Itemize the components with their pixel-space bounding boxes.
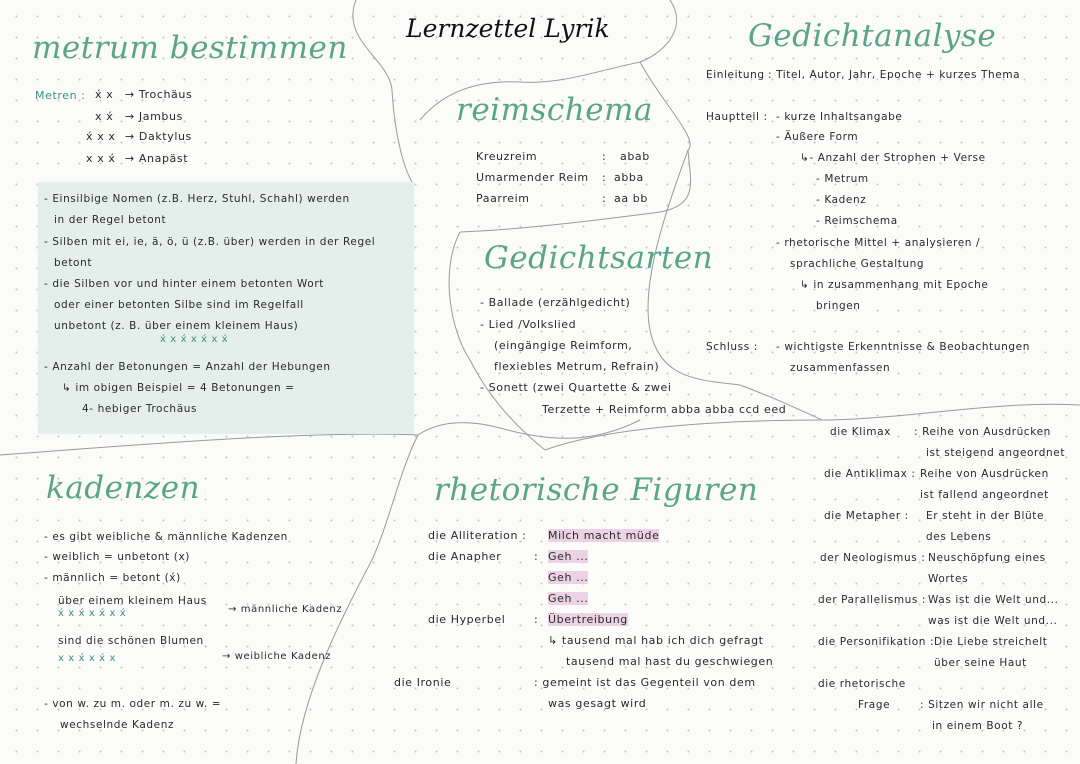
reim-sep-3: :: [602, 192, 607, 205]
rhetorische-frage-term-1: die rhetorische: [818, 678, 906, 690]
rule3-line-c: unbetont (z. B. über einem kleinem Haus): [54, 320, 299, 332]
meter-name-1: → Trochäus: [125, 88, 193, 101]
anapher-term: die Anapher: [428, 550, 502, 563]
reim-pattern-2: abba: [614, 171, 644, 184]
hyperbel-example-2: ↳ tausend mal hab ich dich gefragt: [548, 634, 764, 647]
schluss-label: Schluss :: [706, 341, 758, 353]
arten-line-4: flexiebles Metrum, Refrain): [494, 360, 660, 373]
gedichtanalyse-title: Gedichtanalyse: [748, 18, 997, 54]
personifikation-def-1: Die Liebe streichelt: [934, 636, 1048, 648]
rule4-line-c: 4- hebiger Trochäus: [82, 403, 198, 415]
gedichtsarten-title: Gedichtsarten: [484, 240, 714, 276]
anapher-example-1: Geh ...: [548, 550, 589, 563]
divider-metrum-right: [353, 0, 412, 182]
klimax-def-2: ist steigend angeordnet: [926, 447, 1066, 459]
hauptteil-line-3: ↳- Anzahl der Strophen + Verse: [800, 152, 986, 164]
divider-kadenz-right: [296, 435, 418, 764]
klimax-def-1: : Reihe von Ausdrücken: [914, 426, 1051, 438]
arten-line-3: (eingängige Reimform,: [494, 339, 633, 352]
meter-name-3: → Daktylus: [125, 130, 192, 143]
rhetorische-frage-def-2: in einem Boot ?: [932, 720, 1024, 732]
arten-line-5: - Sonett (zwei Quartette & zwei: [480, 381, 672, 394]
ironie-term: die Ironie: [394, 676, 452, 689]
hauptteil-label: Hauptteil :: [706, 111, 768, 123]
rhetorische-frage-def-1: : Sitzen wir nicht alle: [920, 699, 1044, 711]
metapher-def-2: des Lebens: [926, 531, 992, 543]
rule2-line-a: - Silben mit ei, ie, ä, ö, ü (z.B. über) werden in der Regel: [44, 236, 376, 248]
kadenz-example-1-result: → männliche Kadenz: [228, 604, 343, 615]
meter-pattern-1: x́ x: [95, 88, 114, 101]
antiklimax-def-1: Reihe von Ausdrücken: [920, 468, 1049, 480]
kadenz-example-2: sind die schönen Blumen: [58, 635, 204, 647]
hauptteil-line-2: - Äußere Form: [776, 131, 859, 143]
kadenz-example-2-marks: x x x́ x x́ x: [58, 653, 117, 664]
neologismus-def-2: Wortes: [928, 573, 969, 585]
hyperbel-example: Übertreibung: [548, 613, 628, 626]
rule4-line-a: - Anzahl der Betonungen = Anzahl der Hebungen: [44, 361, 331, 373]
kadenzen-title: kadenzen: [46, 470, 201, 506]
parallelismus-def-1: Was ist die Welt und...: [928, 594, 1059, 606]
hauptteil-line-8: sprachliche Gestaltung: [790, 258, 925, 270]
meter-pattern-2: x x́: [95, 110, 114, 123]
neologismus-def-1: Neuschöpfung eines: [928, 552, 1046, 564]
ironie-line-a: : gemeint ist das Gegenteil von dem: [534, 676, 756, 689]
kadenz-example-1: über einem kleinem Haus: [58, 595, 207, 607]
wechsel-line-b: wechselnde Kadenz: [60, 719, 175, 731]
meter-name-4: → Anapäst: [125, 152, 189, 165]
divider-center-mid: [545, 420, 822, 450]
hauptteil-line-9: ↳ in zusammenhang mit Epoche: [800, 279, 989, 291]
reimschema-title: reimschema: [456, 92, 653, 128]
hauptteil-line-7: - rhetorische Mittel + analysieren /: [776, 237, 981, 249]
parallelismus-term: der Parallelismus :: [818, 594, 927, 606]
arten-line-2: - Lied /Volkslied: [480, 318, 577, 331]
antiklimax-term: die Antiklimax :: [824, 468, 916, 480]
rule3-line-a: - die Silben vor und hinter einem betonten Wort: [44, 278, 324, 290]
antiklimax-def-2: ist fallend angeordnet: [920, 489, 1049, 501]
rule1-line-b: in der Regel betont: [54, 214, 167, 226]
reim-name-1: Kreuzreim: [476, 150, 538, 163]
rhetorik-title: rhetorische Figuren: [434, 472, 759, 508]
reim-pattern-1: abab: [620, 150, 650, 163]
rule3-marks: x́ x x́ x x́ x x́: [160, 334, 229, 345]
hauptteil-line-10: bringen: [816, 300, 861, 312]
schluss-line-b: zusammenfassen: [790, 362, 891, 374]
rule1-line-a: - Einsilbige Nomen (z.B. Herz, Stuhl, Schahl) werden: [44, 193, 350, 205]
metapher-def-1: Er steht in der Blüte: [926, 510, 1045, 522]
divider-metrum-bottom: [0, 434, 418, 455]
anapher-sep: :: [534, 550, 539, 563]
page-title: Lernzettel Lyrik: [406, 14, 610, 43]
alliteration-term: die Alliteration :: [428, 529, 527, 542]
hyperbel-example-3: tausend mal hast du geschwiegen: [566, 655, 774, 668]
divider-right-rhetorik: [740, 385, 1080, 420]
kadenz-line-3: - männlich = betont (x́): [44, 572, 181, 584]
kadenz-line-1: - es gibt weibliche & männliche Kadenzen: [44, 531, 288, 543]
hyperbel-term: die Hyperbel: [428, 613, 506, 626]
parallelismus-def-2: was ist die Welt und...: [928, 615, 1058, 627]
hauptteil-line-6: - Reimschema: [816, 215, 898, 227]
einleitung-label: Einleitung: [706, 69, 765, 81]
hauptteil-line-1: - kurze Inhaltsangabe: [776, 111, 903, 123]
divider-center-top: [418, 420, 640, 438]
rule3-line-b: oder einer betonten Silbe sind im Regelfall: [54, 299, 304, 311]
metrum-title: metrum bestimmen: [32, 30, 348, 66]
arten-line-6: Terzette + Reimform abba abba ccd eed: [542, 403, 787, 416]
reim-sep-2: :: [602, 171, 607, 184]
divider-top-right: [640, 0, 677, 62]
rule4-line-b: ↳ im obigen Beispiel = 4 Betonungen =: [62, 382, 295, 394]
reim-pattern-3: aa bb: [614, 192, 648, 205]
einleitung-text: : Titel, Autor, Jahr, Epoche + kurzes Thema: [768, 69, 1021, 81]
wechsel-line-a: - von w. zu m. oder m. zu w. =: [44, 698, 222, 710]
hauptteil-line-5: - Kadenz: [816, 194, 867, 206]
personifikation-def-2: über seine Haut: [934, 657, 1027, 669]
neologismus-term: der Neologismus :: [820, 552, 926, 564]
anapher-example-3: Geh ...: [548, 592, 589, 605]
ironie-line-b: was gesagt wird: [548, 697, 647, 710]
kadenz-line-2: - weiblich = unbetont (x): [44, 551, 190, 563]
klimax-term: die Klimax: [830, 426, 891, 438]
personifikation-term: die Personifikation :: [818, 636, 935, 648]
reim-name-2: Umarmender Reim: [476, 171, 589, 184]
meter-pattern-3: x́ x x: [86, 130, 116, 143]
reim-name-3: Paarreim: [476, 192, 530, 205]
rule2-line-b: betont: [54, 257, 93, 269]
kadenz-example-1-marks: x́ x x́ x x́ x x́: [58, 608, 127, 619]
hauptteil-line-4: - Metrum: [816, 173, 869, 185]
schluss-line-a: - wichtigste Erkenntnisse & Beobachtungen: [776, 341, 1030, 353]
reim-sep-1: :: [602, 150, 607, 163]
kadenz-example-2-result: → weibliche Kadenz: [222, 651, 332, 662]
meter-pattern-4: x x x́: [86, 152, 116, 165]
meter-label: Metren :: [35, 89, 86, 102]
metapher-term: die Metapher :: [824, 510, 909, 522]
hyperbel-sep: :: [534, 613, 539, 626]
alliteration-example: Milch macht müde: [548, 529, 660, 542]
anapher-example-2: Geh ...: [548, 571, 589, 584]
rhetorische-frage-term-2: Frage: [858, 699, 891, 711]
meter-name-2: → Jambus: [125, 110, 183, 123]
arten-line-1: - Ballade (erzählgedicht): [480, 296, 631, 309]
